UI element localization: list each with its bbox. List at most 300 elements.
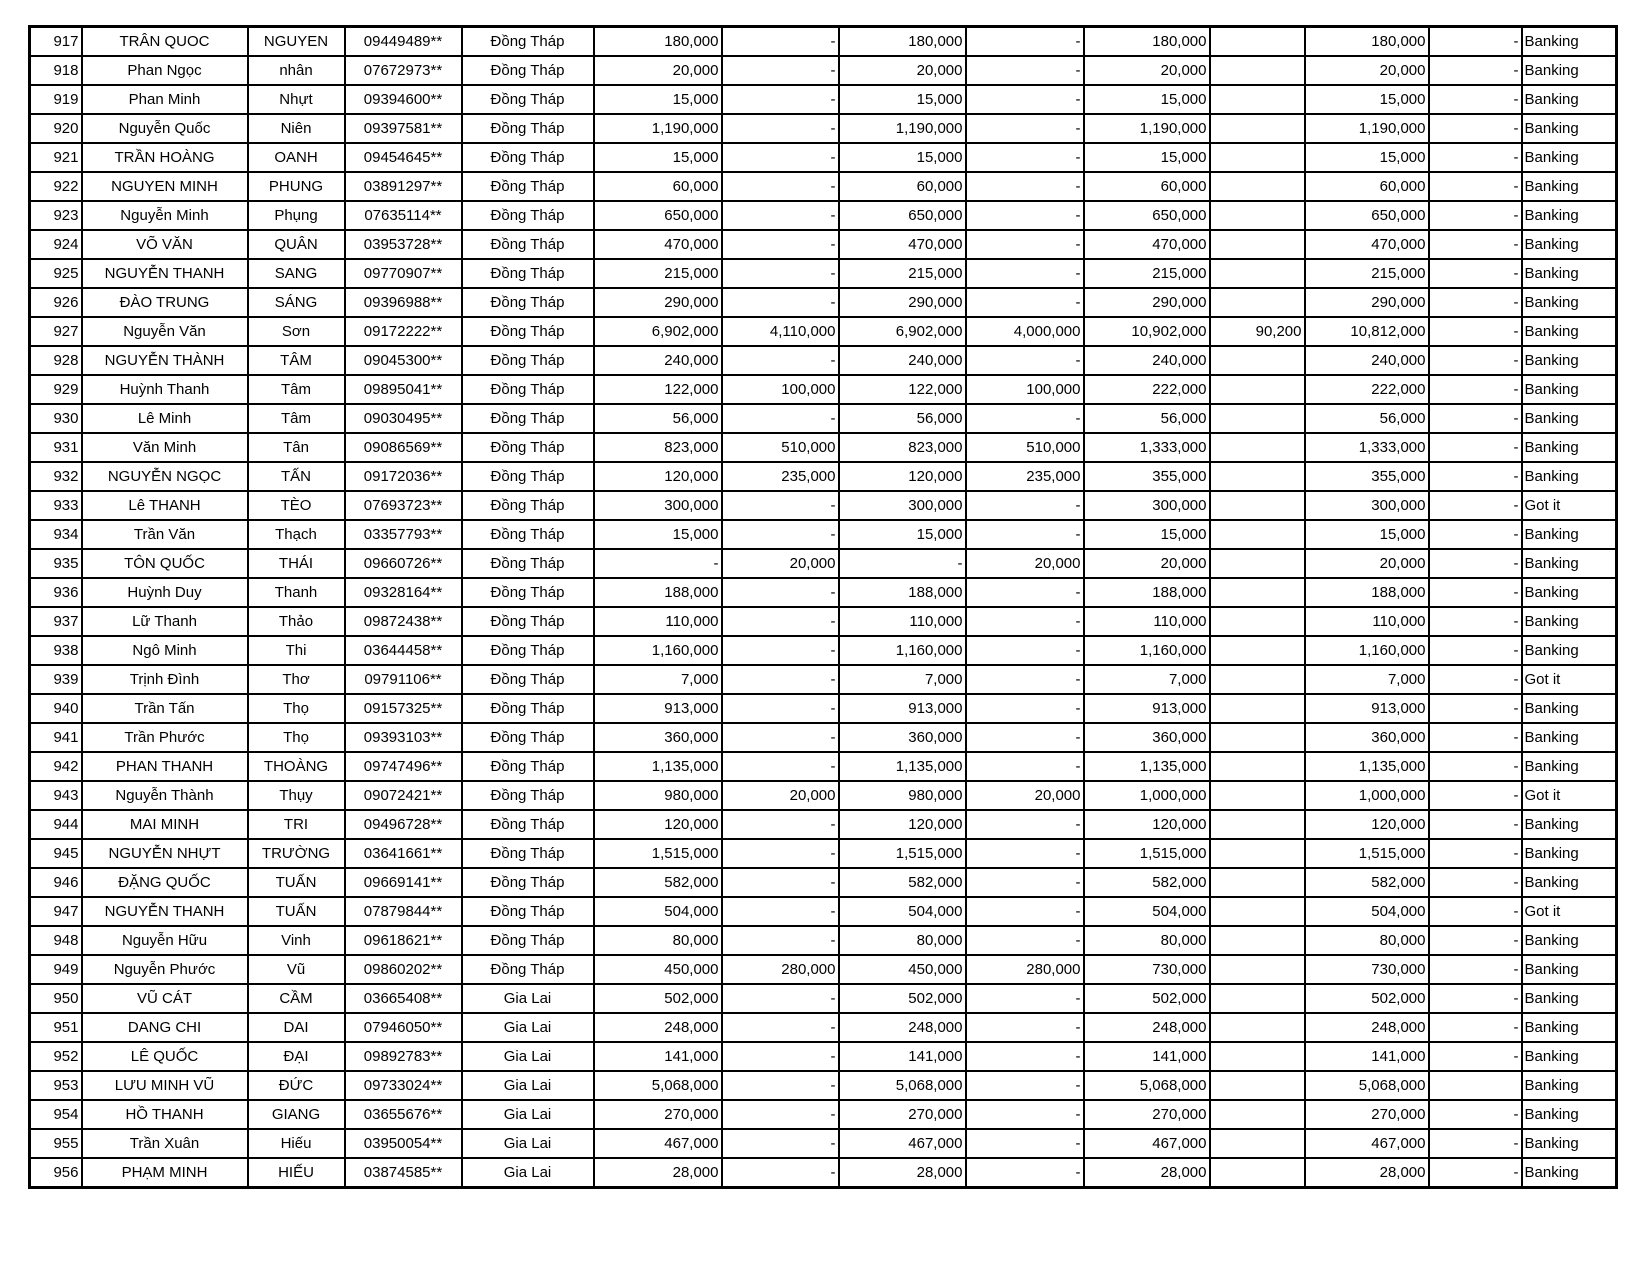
cell-province: Đồng Tháp <box>462 27 594 57</box>
table-row <box>30 752 1617 781</box>
transactions-table <box>28 25 1618 1189</box>
cell-amount-4: 100,000 <box>966 375 1084 404</box>
cell-amount-2: - <box>722 810 839 839</box>
cell-first-name: ĐẶNG QUỐC <box>82 868 248 897</box>
cell-phone: 09328164** <box>345 578 462 607</box>
cell-amount-1: 450,000 <box>594 955 722 984</box>
cell-status: Banking <box>1522 56 1617 85</box>
cell-status: Banking <box>1522 172 1617 201</box>
cell-amount-7: 141,000 <box>1305 1042 1429 1071</box>
cell-status: Banking <box>1522 1100 1617 1129</box>
cell-phone: 09397581** <box>345 114 462 143</box>
cell-amount-4: - <box>966 607 1084 636</box>
cell-amount-3: 504,000 <box>839 897 966 926</box>
cell-first-name: Văn Minh <box>82 433 248 462</box>
cell-amount-2: - <box>722 636 839 665</box>
cell-status: Banking <box>1522 1129 1617 1158</box>
cell-amount-7: 502,000 <box>1305 984 1429 1013</box>
cell-amount-5: 730,000 <box>1084 955 1210 984</box>
cell-amount-1: 5,068,000 <box>594 1071 722 1100</box>
cell-amount-4: - <box>966 520 1084 549</box>
cell-amount-3: - <box>839 549 966 578</box>
cell-status: Banking <box>1522 810 1617 839</box>
cell-amount-2: - <box>722 143 839 172</box>
cell-amount-4: - <box>966 201 1084 230</box>
cell-status: Banking <box>1522 1042 1617 1071</box>
cell-status: Banking <box>1522 984 1617 1013</box>
cell-amount-5: 355,000 <box>1084 462 1210 491</box>
cell-dash: - <box>1429 462 1522 491</box>
cell-amount-3: 188,000 <box>839 578 966 607</box>
cell-amount-4: - <box>966 868 1084 897</box>
cell-first-name: Lê THANH <box>82 491 248 520</box>
cell-amount-2: - <box>722 491 839 520</box>
cell-amount-4: - <box>966 723 1084 752</box>
cell-amount-1: 28,000 <box>594 1158 722 1188</box>
cell-last-name: ĐẠI <box>248 1042 345 1071</box>
cell-amount-6 <box>1210 897 1305 926</box>
cell-last-name: Nhựt <box>248 85 345 114</box>
cell-row-number: 924 <box>30 230 82 259</box>
cell-amount-6: 90,200 <box>1210 317 1305 346</box>
cell-dash: - <box>1429 752 1522 781</box>
table-row <box>30 694 1617 723</box>
cell-amount-1: 15,000 <box>594 85 722 114</box>
cell-amount-5: 15,000 <box>1084 520 1210 549</box>
cell-dash: - <box>1429 781 1522 810</box>
cell-amount-5: 504,000 <box>1084 897 1210 926</box>
cell-first-name: Nguyễn Thành <box>82 781 248 810</box>
cell-amount-2: - <box>722 694 839 723</box>
cell-status: Banking <box>1522 288 1617 317</box>
cell-dash: - <box>1429 259 1522 288</box>
cell-amount-6 <box>1210 810 1305 839</box>
cell-amount-6 <box>1210 520 1305 549</box>
cell-amount-7: 248,000 <box>1305 1013 1429 1042</box>
cell-amount-5: 240,000 <box>1084 346 1210 375</box>
cell-last-name: Phụng <box>248 201 345 230</box>
cell-amount-4: - <box>966 404 1084 433</box>
cell-first-name: HỒ THANH <box>82 1100 248 1129</box>
cell-amount-7: 5,068,000 <box>1305 1071 1429 1100</box>
cell-first-name: Nguyễn Văn <box>82 317 248 346</box>
cell-amount-7: 1,333,000 <box>1305 433 1429 462</box>
cell-last-name: Hiếu <box>248 1129 345 1158</box>
cell-amount-4: - <box>966 839 1084 868</box>
cell-amount-1: 290,000 <box>594 288 722 317</box>
cell-amount-1: 504,000 <box>594 897 722 926</box>
cell-phone: 09669141** <box>345 868 462 897</box>
cell-first-name: Nguyễn Phước <box>82 955 248 984</box>
table-row <box>30 404 1617 433</box>
cell-first-name: MAI MINH <box>82 810 248 839</box>
cell-phone: 09072421** <box>345 781 462 810</box>
cell-row-number: 937 <box>30 607 82 636</box>
cell-last-name: Vũ <box>248 955 345 984</box>
cell-amount-2: 20,000 <box>722 549 839 578</box>
cell-province: Gia Lai <box>462 1013 594 1042</box>
cell-province: Đồng Tháp <box>462 723 594 752</box>
cell-amount-5: 300,000 <box>1084 491 1210 520</box>
cell-amount-3: 15,000 <box>839 143 966 172</box>
cell-first-name: Trần Tấn <box>82 694 248 723</box>
cell-amount-3: 6,902,000 <box>839 317 966 346</box>
cell-amount-5: 141,000 <box>1084 1042 1210 1071</box>
cell-amount-5: 215,000 <box>1084 259 1210 288</box>
cell-amount-6 <box>1210 578 1305 607</box>
cell-dash: - <box>1429 955 1522 984</box>
cell-row-number: 923 <box>30 201 82 230</box>
cell-amount-3: 270,000 <box>839 1100 966 1129</box>
cell-amount-5: 360,000 <box>1084 723 1210 752</box>
cell-amount-6 <box>1210 56 1305 85</box>
cell-phone: 03874585** <box>345 1158 462 1188</box>
cell-phone: 09733024** <box>345 1071 462 1100</box>
cell-dash: - <box>1429 520 1522 549</box>
cell-amount-5: 650,000 <box>1084 201 1210 230</box>
cell-amount-4: - <box>966 1071 1084 1100</box>
table-row <box>30 868 1617 897</box>
cell-status: Got it <box>1522 897 1617 926</box>
cell-phone: 09747496** <box>345 752 462 781</box>
cell-first-name: TÔN QUỐC <box>82 549 248 578</box>
table-row <box>30 85 1617 114</box>
cell-first-name: LƯU MINH VŨ <box>82 1071 248 1100</box>
cell-amount-1: 110,000 <box>594 607 722 636</box>
cell-row-number: 922 <box>30 172 82 201</box>
cell-amount-1: 122,000 <box>594 375 722 404</box>
cell-amount-1: 913,000 <box>594 694 722 723</box>
cell-last-name: Vinh <box>248 926 345 955</box>
cell-amount-7: 7,000 <box>1305 665 1429 694</box>
cell-first-name: TRẦN HOÀNG <box>82 143 248 172</box>
cell-amount-7: 1,190,000 <box>1305 114 1429 143</box>
cell-row-number: 942 <box>30 752 82 781</box>
cell-amount-7: 110,000 <box>1305 607 1429 636</box>
table-row <box>30 259 1617 288</box>
cell-amount-4: - <box>966 752 1084 781</box>
cell-amount-2: - <box>722 114 839 143</box>
cell-amount-5: 1,160,000 <box>1084 636 1210 665</box>
cell-province: Đồng Tháp <box>462 346 594 375</box>
cell-status: Banking <box>1522 1013 1617 1042</box>
cell-amount-7: 270,000 <box>1305 1100 1429 1129</box>
cell-amount-5: 15,000 <box>1084 85 1210 114</box>
cell-province: Đồng Tháp <box>462 781 594 810</box>
cell-last-name: THÁI <box>248 549 345 578</box>
cell-amount-7: 188,000 <box>1305 578 1429 607</box>
cell-province: Đồng Tháp <box>462 752 594 781</box>
cell-amount-5: 248,000 <box>1084 1013 1210 1042</box>
cell-amount-6 <box>1210 462 1305 491</box>
table-row <box>30 317 1617 346</box>
cell-status: Banking <box>1522 520 1617 549</box>
cell-first-name: NGUYEN MINH <box>82 172 248 201</box>
cell-amount-7: 56,000 <box>1305 404 1429 433</box>
cell-amount-3: 467,000 <box>839 1129 966 1158</box>
cell-dash: - <box>1429 85 1522 114</box>
cell-province: Đồng Tháp <box>462 317 594 346</box>
cell-amount-1: - <box>594 549 722 578</box>
table-row <box>30 897 1617 926</box>
cell-phone: 09157325** <box>345 694 462 723</box>
cell-amount-7: 20,000 <box>1305 549 1429 578</box>
table-row <box>30 1071 1617 1100</box>
cell-phone: 09895041** <box>345 375 462 404</box>
cell-row-number: 918 <box>30 56 82 85</box>
cell-province: Gia Lai <box>462 1158 594 1188</box>
cell-first-name: TRÂN QUOC <box>82 27 248 57</box>
cell-phone: 09791106** <box>345 665 462 694</box>
cell-status: Banking <box>1522 346 1617 375</box>
cell-amount-4: - <box>966 85 1084 114</box>
table-row <box>30 723 1617 752</box>
cell-province: Đồng Tháp <box>462 607 594 636</box>
cell-amount-7: 222,000 <box>1305 375 1429 404</box>
cell-amount-6 <box>1210 955 1305 984</box>
cell-row-number: 926 <box>30 288 82 317</box>
cell-amount-3: 56,000 <box>839 404 966 433</box>
cell-amount-4: 4,000,000 <box>966 317 1084 346</box>
cell-phone: 07946050** <box>345 1013 462 1042</box>
cell-amount-7: 15,000 <box>1305 520 1429 549</box>
cell-amount-5: 1,190,000 <box>1084 114 1210 143</box>
cell-dash: - <box>1429 1158 1522 1188</box>
cell-first-name: Nguyễn Hữu <box>82 926 248 955</box>
cell-amount-6 <box>1210 433 1305 462</box>
cell-first-name: Phan Ngọc <box>82 56 248 85</box>
cell-phone: 09394600** <box>345 85 462 114</box>
table-row <box>30 636 1617 665</box>
cell-row-number: 953 <box>30 1071 82 1100</box>
cell-amount-1: 180,000 <box>594 27 722 57</box>
cell-row-number: 919 <box>30 85 82 114</box>
cell-amount-7: 10,812,000 <box>1305 317 1429 346</box>
cell-amount-4: - <box>966 143 1084 172</box>
cell-dash: - <box>1429 1129 1522 1158</box>
cell-amount-6 <box>1210 172 1305 201</box>
cell-amount-7: 300,000 <box>1305 491 1429 520</box>
cell-amount-1: 215,000 <box>594 259 722 288</box>
cell-amount-4: - <box>966 926 1084 955</box>
table-row <box>30 926 1617 955</box>
cell-status: Banking <box>1522 1071 1617 1100</box>
cell-province: Gia Lai <box>462 1100 594 1129</box>
cell-last-name: DAI <box>248 1013 345 1042</box>
cell-last-name: Thanh <box>248 578 345 607</box>
cell-phone: 09872438** <box>345 607 462 636</box>
cell-amount-1: 467,000 <box>594 1129 722 1158</box>
cell-status: Banking <box>1522 143 1617 172</box>
cell-first-name: Huỳnh Duy <box>82 578 248 607</box>
cell-status: Banking <box>1522 259 1617 288</box>
cell-amount-1: 1,135,000 <box>594 752 722 781</box>
cell-amount-2: - <box>722 172 839 201</box>
cell-row-number: 935 <box>30 549 82 578</box>
cell-amount-6 <box>1210 549 1305 578</box>
cell-status: Banking <box>1522 433 1617 462</box>
cell-dash: - <box>1429 172 1522 201</box>
cell-amount-5: 502,000 <box>1084 984 1210 1013</box>
cell-amount-6 <box>1210 868 1305 897</box>
cell-last-name: Tâm <box>248 404 345 433</box>
cell-row-number: 944 <box>30 810 82 839</box>
cell-last-name: TRI <box>248 810 345 839</box>
table-row <box>30 1013 1617 1042</box>
cell-last-name: TÂM <box>248 346 345 375</box>
cell-province: Đồng Tháp <box>462 549 594 578</box>
table-row <box>30 549 1617 578</box>
cell-amount-6 <box>1210 1158 1305 1188</box>
cell-first-name: Nguyễn Quốc <box>82 114 248 143</box>
cell-amount-4: - <box>966 810 1084 839</box>
cell-province: Đồng Tháp <box>462 172 594 201</box>
cell-amount-7: 360,000 <box>1305 723 1429 752</box>
cell-amount-7: 1,000,000 <box>1305 781 1429 810</box>
cell-amount-5: 180,000 <box>1084 27 1210 57</box>
cell-amount-4: - <box>966 1100 1084 1129</box>
cell-amount-1: 582,000 <box>594 868 722 897</box>
cell-amount-4: 280,000 <box>966 955 1084 984</box>
cell-amount-3: 20,000 <box>839 56 966 85</box>
cell-amount-6 <box>1210 404 1305 433</box>
cell-amount-3: 15,000 <box>839 520 966 549</box>
cell-phone: 09393103** <box>345 723 462 752</box>
cell-row-number: 936 <box>30 578 82 607</box>
cell-row-number: 956 <box>30 1158 82 1188</box>
cell-dash: - <box>1429 201 1522 230</box>
cell-phone: 09496728** <box>345 810 462 839</box>
cell-phone: 09030495** <box>345 404 462 433</box>
cell-amount-4: - <box>966 665 1084 694</box>
cell-last-name: SANG <box>248 259 345 288</box>
cell-amount-4: - <box>966 984 1084 1013</box>
cell-amount-2: - <box>722 578 839 607</box>
cell-amount-3: 650,000 <box>839 201 966 230</box>
cell-amount-3: 300,000 <box>839 491 966 520</box>
cell-first-name: NGUYỄN THÀNH <box>82 346 248 375</box>
cell-first-name: Trần Văn <box>82 520 248 549</box>
cell-amount-3: 1,190,000 <box>839 114 966 143</box>
cell-phone: 09892783** <box>345 1042 462 1071</box>
cell-last-name: OANH <box>248 143 345 172</box>
cell-row-number: 940 <box>30 694 82 723</box>
cell-status: Banking <box>1522 868 1617 897</box>
cell-amount-1: 1,515,000 <box>594 839 722 868</box>
cell-status: Banking <box>1522 462 1617 491</box>
cell-last-name: QUÂN <box>248 230 345 259</box>
cell-amount-7: 355,000 <box>1305 462 1429 491</box>
table-row <box>30 346 1617 375</box>
cell-amount-2: - <box>722 926 839 955</box>
cell-status: Banking <box>1522 926 1617 955</box>
cell-phone: 09172036** <box>345 462 462 491</box>
cell-status: Banking <box>1522 85 1617 114</box>
cell-amount-6 <box>1210 85 1305 114</box>
cell-dash: - <box>1429 375 1522 404</box>
cell-amount-6 <box>1210 1042 1305 1071</box>
cell-amount-5: 188,000 <box>1084 578 1210 607</box>
cell-amount-1: 7,000 <box>594 665 722 694</box>
cell-amount-2: - <box>722 288 839 317</box>
table-row <box>30 491 1617 520</box>
cell-amount-2: - <box>722 984 839 1013</box>
cell-amount-3: 110,000 <box>839 607 966 636</box>
cell-province: Đồng Tháp <box>462 868 594 897</box>
cell-amount-2: - <box>722 230 839 259</box>
cell-amount-2: 4,110,000 <box>722 317 839 346</box>
cell-province: Đồng Tháp <box>462 230 594 259</box>
cell-amount-3: 980,000 <box>839 781 966 810</box>
cell-province: Đồng Tháp <box>462 578 594 607</box>
cell-dash: - <box>1429 143 1522 172</box>
cell-amount-5: 1,000,000 <box>1084 781 1210 810</box>
cell-amount-4: - <box>966 491 1084 520</box>
cell-row-number: 946 <box>30 868 82 897</box>
cell-phone: 03655676** <box>345 1100 462 1129</box>
table-row <box>30 433 1617 462</box>
cell-row-number: 928 <box>30 346 82 375</box>
cell-amount-1: 502,000 <box>594 984 722 1013</box>
cell-row-number: 920 <box>30 114 82 143</box>
cell-status: Banking <box>1522 404 1617 433</box>
cell-phone: 03357793** <box>345 520 462 549</box>
cell-amount-2: - <box>722 56 839 85</box>
cell-amount-1: 300,000 <box>594 491 722 520</box>
cell-province: Đồng Tháp <box>462 433 594 462</box>
cell-amount-6 <box>1210 27 1305 57</box>
cell-status: Banking <box>1522 549 1617 578</box>
cell-amount-3: 823,000 <box>839 433 966 462</box>
cell-dash: - <box>1429 1100 1522 1129</box>
cell-amount-6 <box>1210 230 1305 259</box>
cell-amount-2: 235,000 <box>722 462 839 491</box>
cell-amount-3: 470,000 <box>839 230 966 259</box>
cell-amount-2: - <box>722 723 839 752</box>
cell-amount-6 <box>1210 781 1305 810</box>
cell-amount-7: 15,000 <box>1305 143 1429 172</box>
cell-dash: - <box>1429 433 1522 462</box>
cell-row-number: 954 <box>30 1100 82 1129</box>
cell-dash: - <box>1429 27 1522 57</box>
cell-first-name: Trần Phước <box>82 723 248 752</box>
cell-amount-4: 20,000 <box>966 549 1084 578</box>
cell-amount-2: - <box>722 1100 839 1129</box>
cell-amount-3: 141,000 <box>839 1042 966 1071</box>
cell-amount-6 <box>1210 839 1305 868</box>
cell-amount-2: - <box>722 1071 839 1100</box>
cell-province: Đồng Tháp <box>462 404 594 433</box>
cell-amount-2: 510,000 <box>722 433 839 462</box>
cell-phone: 09045300** <box>345 346 462 375</box>
cell-amount-7: 80,000 <box>1305 926 1429 955</box>
cell-amount-1: 6,902,000 <box>594 317 722 346</box>
cell-amount-4: - <box>966 56 1084 85</box>
cell-first-name: NGUYỄN NHỰT <box>82 839 248 868</box>
cell-amount-5: 470,000 <box>1084 230 1210 259</box>
cell-row-number: 952 <box>30 1042 82 1071</box>
cell-row-number: 943 <box>30 781 82 810</box>
cell-province: Đồng Tháp <box>462 56 594 85</box>
cell-amount-5: 80,000 <box>1084 926 1210 955</box>
cell-amount-5: 582,000 <box>1084 868 1210 897</box>
cell-first-name: Nguyễn Minh <box>82 201 248 230</box>
cell-first-name: VÕ VĂN <box>82 230 248 259</box>
cell-first-name: Ngô Minh <box>82 636 248 665</box>
cell-amount-3: 1,160,000 <box>839 636 966 665</box>
cell-dash: - <box>1429 607 1522 636</box>
cell-province: Đồng Tháp <box>462 288 594 317</box>
